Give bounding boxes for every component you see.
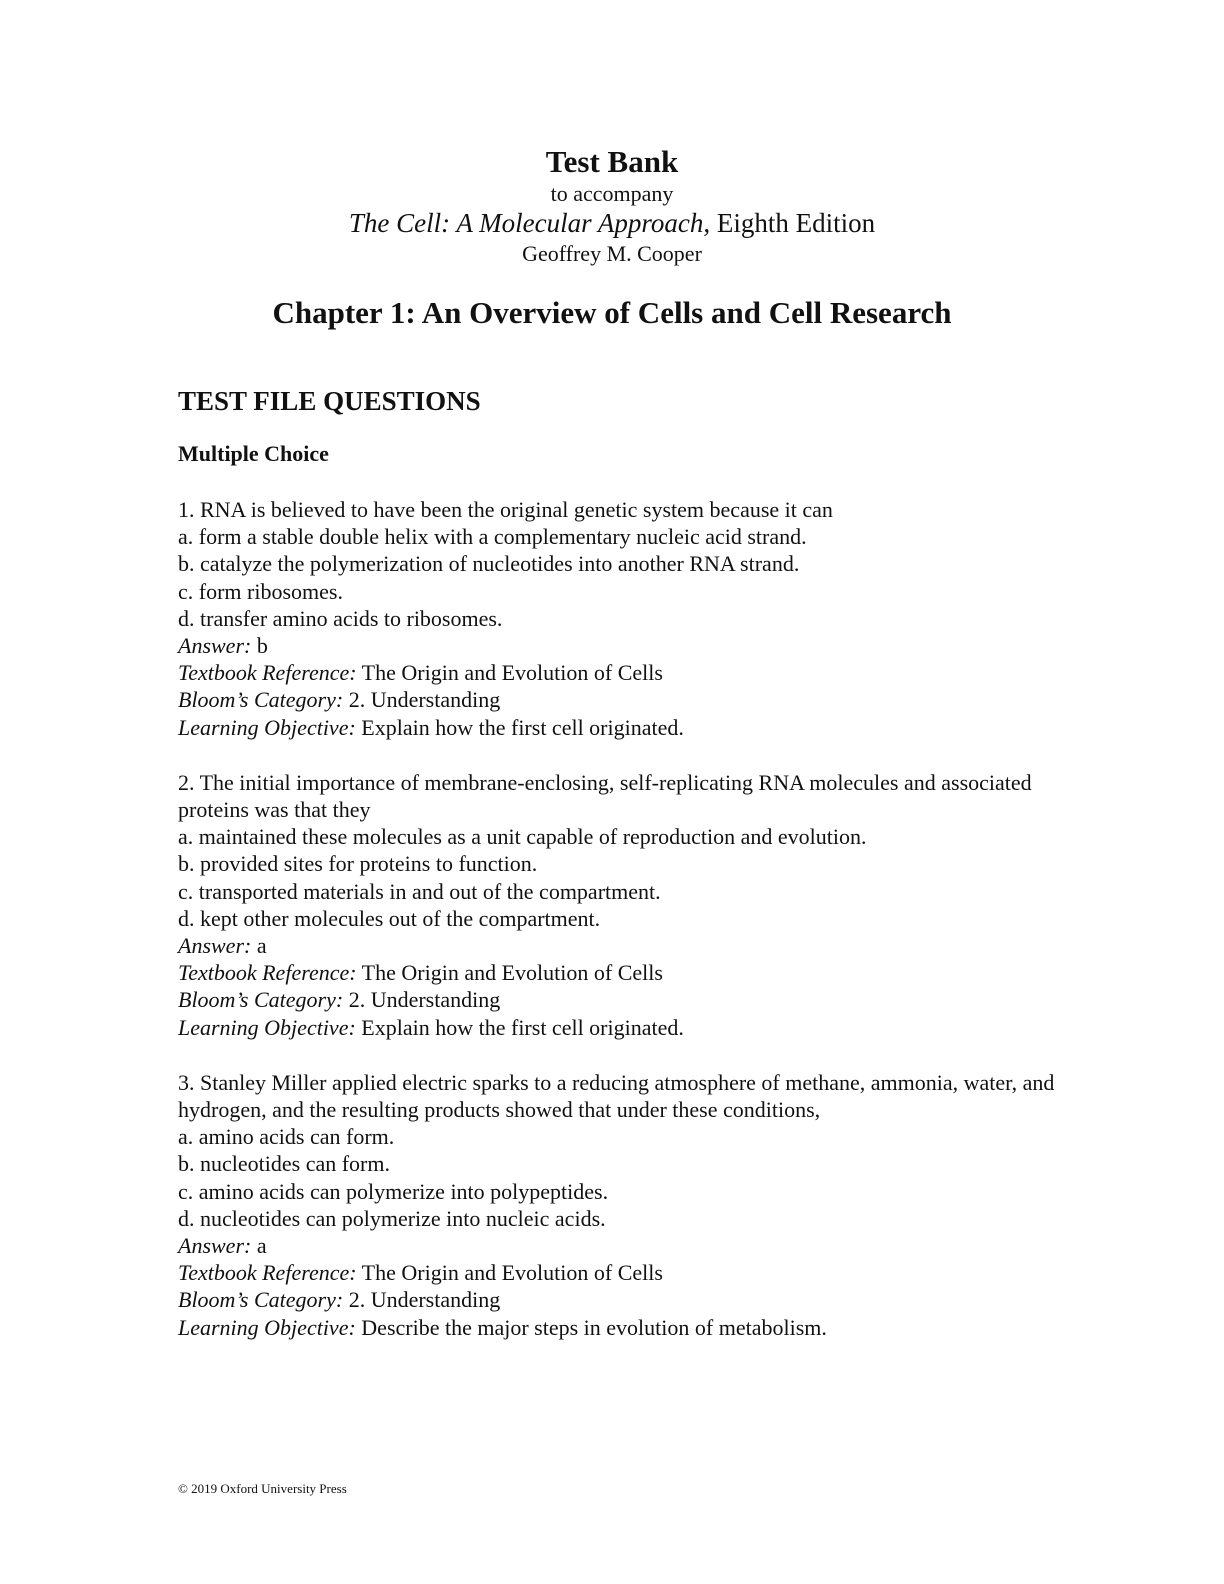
answer-option: b. catalyze the polymerization of nucleotides into another RNA strand. bbox=[178, 551, 800, 577]
to-accompany-text: to accompany bbox=[550, 181, 674, 206]
reference-value: The Origin and Evolution of Cells bbox=[356, 1260, 663, 1286]
question-item bbox=[178, 496, 1058, 741]
reference-label: Textbook Reference: bbox=[178, 1260, 357, 1286]
answer-option: a. form a stable double helix with a complementary nucleic acid strand. bbox=[178, 524, 807, 550]
reference-label: Textbook Reference: bbox=[178, 960, 357, 986]
answer-value: b bbox=[251, 633, 268, 659]
answer-option: d. nucleotides can polymerize into nucleic acids. bbox=[178, 1205, 606, 1231]
book-title bbox=[0, 207, 1224, 239]
book-title-italic: The Cell: A Molecular Approach, bbox=[348, 208, 711, 238]
blooms-value: 2. Understanding bbox=[343, 1287, 501, 1313]
question-stem: 1. RNA is believed to have been the original genetic system because it can bbox=[178, 497, 833, 522]
question-stem: 2. The initial importance of membrane-enclosing, self-replicating RNA molecules and associated proteins was that they bbox=[178, 769, 1032, 823]
answer-line bbox=[178, 1232, 1058, 1259]
blooms-label: Bloom’s Category: bbox=[178, 987, 344, 1013]
reference-line bbox=[178, 1259, 1058, 1286]
answer-option: a. amino acids can form. bbox=[178, 1124, 395, 1150]
objective-value: Explain how the first cell originated. bbox=[355, 714, 684, 740]
objective-label: Learning Objective: bbox=[178, 1014, 356, 1040]
objective-line bbox=[178, 1014, 1058, 1041]
blooms-value: 2. Understanding bbox=[343, 987, 501, 1013]
author-name: Geoffrey M. Cooper bbox=[522, 241, 702, 266]
reference-value: The Origin and Evolution of Cells bbox=[356, 960, 663, 986]
objective-value: Describe the major steps in evolution of metabolism. bbox=[355, 1314, 827, 1340]
answer-label: Answer: bbox=[178, 933, 252, 959]
reference-label: Textbook Reference: bbox=[178, 660, 357, 686]
document-title: Test Bank bbox=[545, 144, 679, 179]
answer-option: b. nucleotides can form. bbox=[178, 1151, 390, 1177]
blooms-label: Bloom’s Category: bbox=[178, 1287, 344, 1313]
objective-line bbox=[178, 1314, 1058, 1341]
blooms-line bbox=[178, 686, 1058, 713]
answer-option: a. maintained these molecules as a unit capable of reproduction and evolution. bbox=[178, 824, 867, 850]
answer-option: d. kept other molecules out of the compartment. bbox=[178, 905, 601, 931]
answer-option: d. transfer amino acids to ribosomes. bbox=[178, 605, 503, 631]
answer-option: c. amino acids can polymerize into polypeptides. bbox=[178, 1178, 609, 1204]
question-list bbox=[178, 496, 1058, 1341]
answer-value: a bbox=[251, 933, 267, 959]
blooms-label: Bloom’s Category: bbox=[178, 687, 344, 713]
answer-value: a bbox=[251, 1233, 267, 1259]
answer-label: Answer: bbox=[178, 1233, 252, 1259]
copyright-footer: © 2019 Oxford University Press bbox=[178, 1481, 347, 1496]
chapter-title: Chapter 1: An Overview of Cells and Cell Research bbox=[272, 295, 952, 330]
questions-section bbox=[178, 384, 1058, 1369]
section-title: TEST FILE QUESTIONS bbox=[178, 386, 481, 416]
objective-line bbox=[178, 714, 1058, 741]
answer-line bbox=[178, 932, 1058, 959]
book-edition: Eighth Edition bbox=[710, 208, 876, 238]
objective-label: Learning Objective: bbox=[178, 1314, 356, 1340]
blooms-value: 2. Understanding bbox=[343, 687, 501, 713]
reference-value: The Origin and Evolution of Cells bbox=[356, 660, 663, 686]
objective-value: Explain how the first cell originated. bbox=[355, 1014, 684, 1040]
reference-line bbox=[178, 659, 1058, 686]
answer-label: Answer: bbox=[178, 633, 252, 659]
objective-label: Learning Objective: bbox=[178, 714, 356, 740]
question-stem: 3. Stanley Miller applied electric sparks to a reducing atmosphere of methane, ammonia, water, and hydrogen, and the resulting products showed that under these conditions, bbox=[178, 1069, 1055, 1123]
answer-option: b. provided sites for proteins to function. bbox=[178, 851, 538, 877]
answer-option: c. form ribosomes. bbox=[178, 578, 343, 604]
blooms-line bbox=[178, 1286, 1058, 1313]
answer-option: c. transported materials in and out of the compartment. bbox=[178, 878, 661, 904]
answer-line bbox=[178, 632, 1058, 659]
question-item bbox=[178, 769, 1058, 1041]
blooms-line bbox=[178, 986, 1058, 1013]
reference-line bbox=[178, 959, 1058, 986]
question-item bbox=[178, 1069, 1058, 1341]
subsection-title: Multiple Choice bbox=[178, 441, 329, 466]
